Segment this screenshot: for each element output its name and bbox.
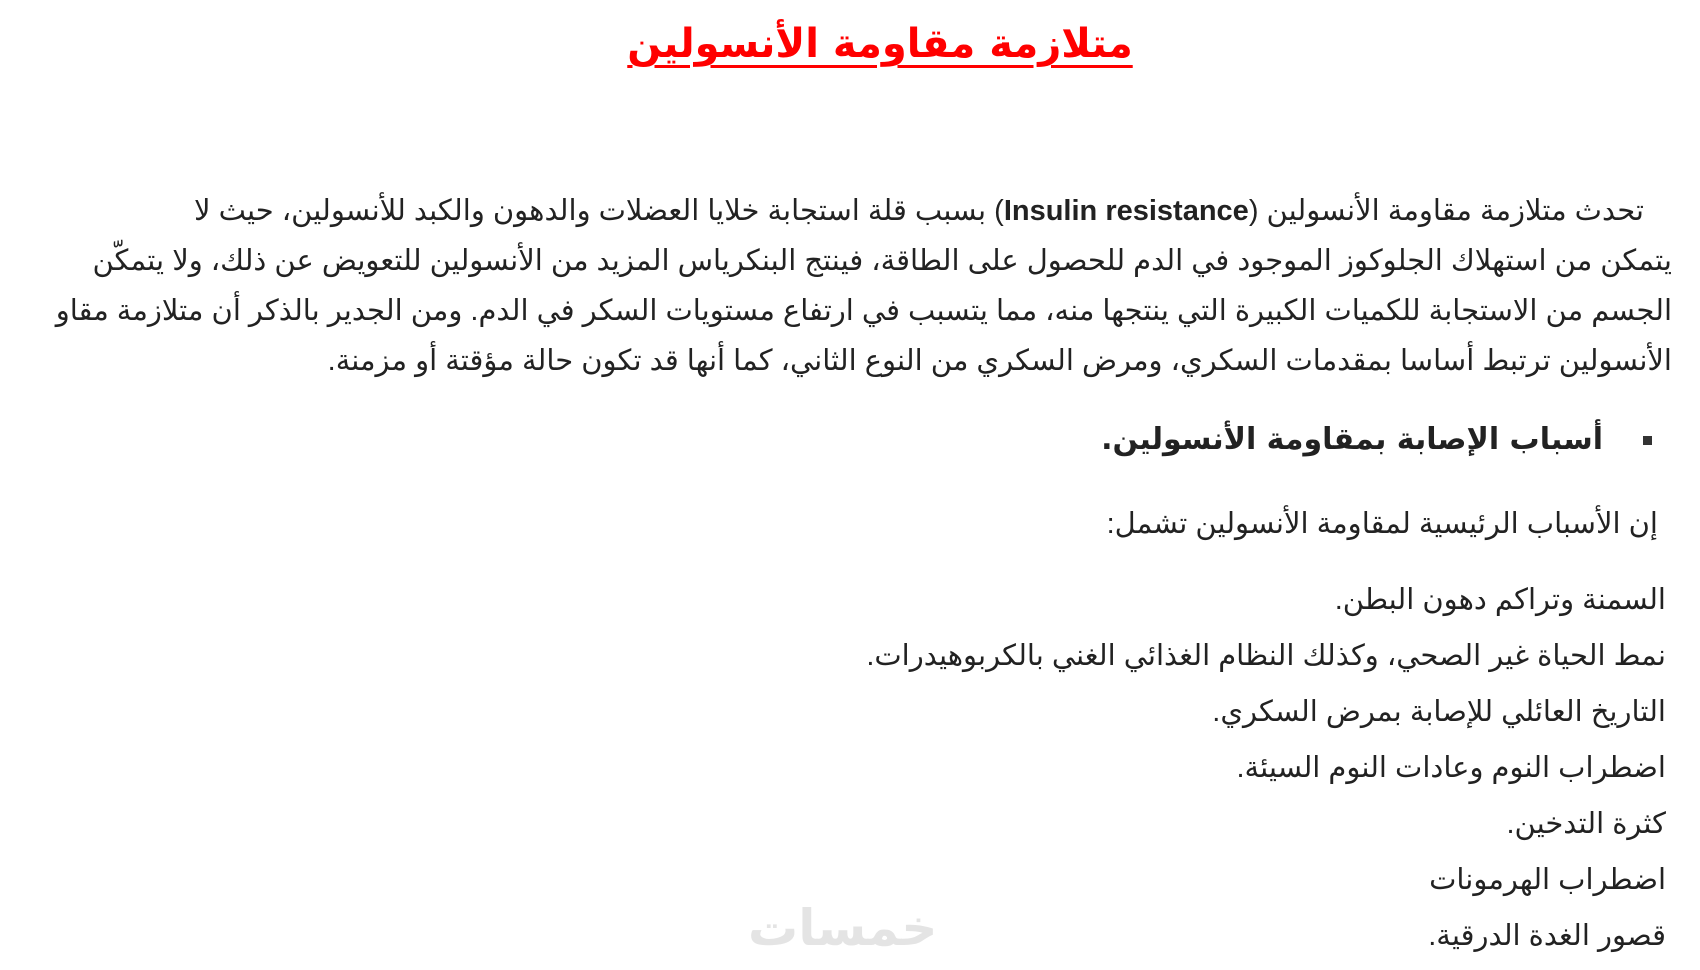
intro-line-1-after: ) بسبب قلة استجابة خلايا العضلات والدهون والكبد للأنسولين، حيث لا [193,195,1004,227]
intro-line-1 [0,186,1672,236]
intro-line-4: الأنسولين ترتبط أساسا بمقدمات السكري، ومرض السكري من النوع الثاني، كما أنها قد تكون حالة مؤقتة أو مزمنة. [327,345,1672,377]
insulin-resistance-term: Insulin resistance [1003,195,1249,227]
causes-intro: إن الأسباب الرئيسية لمقاومة الأنسولين تشمل: [1106,508,1658,540]
cause-item-thyroid: قصور الغدة الدرقية. [1428,920,1666,952]
intro-line-3: الجسم من الاستجابة للكميات الكبيرة التي ينتجها منه، مما يتسبب في ارتفاع مستويات السكر في الدم. ومن الجدير بالذكر أن متلازمة مقاو [55,295,1672,327]
article-title: متلازمة مقاومة الأنسولين [627,21,1133,67]
cause-item-lifestyle: نمط الحياة غير الصحي، وكذلك النظام الغذائي الغني بالكربوهيدرات. [866,640,1666,672]
cause-item-smoking: كثرة التدخين. [1506,808,1666,840]
cause-item-obesity: السمنة وتراكم دهون البطن. [1334,584,1666,616]
intro-line-1-before: تحدث متلازمة مقاومة الأنسولين ( [1248,195,1644,227]
watermark-logo: خمسات [748,899,938,957]
causes-heading-text: أسباب الإصابة بمقاومة الأنسولين. [1101,422,1603,457]
cause-item-family-history: التاريخ العائلي للإصابة بمرض السكري. [1212,696,1666,728]
causes-list [866,578,1666,970]
cause-item-hormones: اضطراب الهرمونات [1429,864,1666,896]
square-bullet-icon [1643,436,1652,445]
causes-heading [1101,418,1652,462]
intro-paragraph [0,186,1672,386]
intro-line-2: يتمكن من استهلاك الجلوكوز الموجود في الدم للحصول على الطاقة، فينتج البنكرياس المزيد من الأنسولين للتعويض عن ذلك، ولا يتمكّن [92,245,1672,277]
cause-item-sleep: اضطراب النوم وعادات النوم السيئة. [1236,752,1666,784]
